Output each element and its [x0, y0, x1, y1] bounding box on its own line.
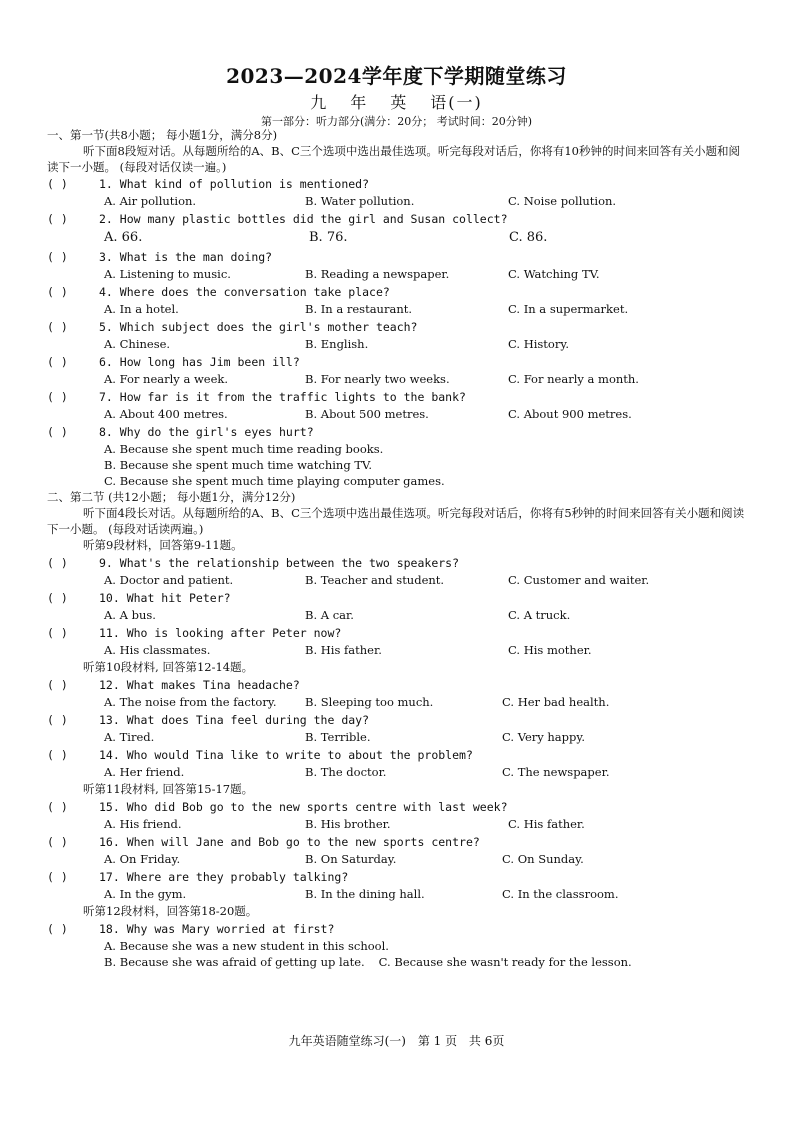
- option-c: C. His mother.: [508, 643, 592, 657]
- page-title: 2023—2024学年度下学期随堂练习: [226, 64, 567, 88]
- option-b: B. About 500 metres.: [305, 407, 429, 421]
- option-a: A. 66.: [104, 230, 143, 245]
- question-text: 9. What's the relationship between the two speakers?: [99, 556, 460, 570]
- option-c: C. Her bad health.: [502, 695, 610, 709]
- answer-bracket[interactable]: ( ): [47, 425, 68, 439]
- part-heading: 第一部分：听力部分(满分：20分； 考试时间：20分钟): [260, 115, 533, 128]
- question: [47, 746, 747, 764]
- question-text: 12. What makes Tina headache?: [99, 678, 300, 692]
- question-text: 7. How far is it from the traffic lights to the bank?: [99, 390, 466, 404]
- question-text: 16. When will Jane and Bob go to the new sports centre?: [99, 835, 480, 849]
- option-c: C. On Sunday.: [502, 852, 584, 866]
- question: [47, 388, 747, 406]
- option-b: B. His brother.: [305, 817, 391, 831]
- answer-bracket[interactable]: ( ): [47, 355, 68, 369]
- subtitle-char: (一): [448, 93, 483, 112]
- option-b: B. Water pollution.: [305, 194, 415, 208]
- question: [47, 833, 747, 851]
- option-a: A. A bus.: [104, 608, 156, 622]
- option-a: A. In a hotel.: [104, 302, 179, 316]
- subtitle-char: 九: [310, 93, 329, 112]
- question: [47, 868, 747, 886]
- question: [47, 711, 747, 729]
- option-b: B. 76.: [309, 230, 348, 245]
- option-b: B. The doctor.: [305, 765, 387, 779]
- question: [47, 423, 747, 441]
- option-b: B. In the dining hall.: [305, 887, 425, 901]
- section-heading: 二、第二节 (共12小题； 每小题1分，满分12分): [47, 490, 296, 504]
- answer-bracket[interactable]: ( ): [47, 870, 68, 884]
- answer-bracket[interactable]: ( ): [47, 922, 68, 936]
- question: [47, 210, 747, 228]
- option-a: A. Because she spent much time reading books.: [104, 442, 384, 456]
- options-row: [47, 642, 747, 659]
- answer-bracket[interactable]: ( ): [47, 835, 68, 849]
- material-note: 听第11段材料, 回答第15-17题。: [83, 782, 254, 796]
- options-row: [47, 851, 747, 868]
- option-a: A. On Friday.: [104, 852, 181, 866]
- question-text: 5. Which subject does the girl's mother teach?: [99, 320, 418, 334]
- option-a: A. About 400 metres.: [104, 407, 228, 421]
- option-b: B. Terrible.: [305, 730, 371, 744]
- section-heading: 一、第一节(共8小题； 每小题1分，满分8分): [47, 128, 278, 142]
- option-c: C. Noise pollution.: [508, 194, 617, 208]
- option-b: B. A car.: [305, 608, 354, 622]
- exam-content: [47, 127, 747, 970]
- question: [47, 283, 747, 301]
- options-row: [47, 266, 747, 283]
- option-c: C. History.: [508, 337, 569, 351]
- question-text: 8. Why do the girl's eyes hurt?: [99, 425, 314, 439]
- answer-bracket[interactable]: ( ): [47, 250, 68, 264]
- question-text: 1. What kind of pollution is mentioned?: [99, 177, 370, 191]
- question: [47, 175, 747, 193]
- subtitle-char: 语: [430, 93, 449, 112]
- option-a: A. His classmates.: [104, 643, 211, 657]
- page-footer: [0, 1032, 793, 1049]
- question-text: 3. What is the man doing?: [99, 250, 273, 264]
- question-text: 13. What does Tina feel during the day?: [99, 713, 370, 727]
- option-c: C. A truck.: [508, 608, 571, 622]
- answer-bracket[interactable]: ( ): [47, 390, 68, 404]
- option-a: A. Air pollution.: [104, 194, 197, 208]
- option-a: A. In the gym.: [104, 887, 187, 901]
- material-note: 听第10段材料, 回答第12-14题。: [83, 660, 254, 674]
- question-text: 2. How many plastic bottles did the girl and Susan collect?: [99, 212, 508, 226]
- options-row: [47, 816, 747, 833]
- answer-bracket[interactable]: ( ): [47, 713, 68, 727]
- answer-bracket[interactable]: ( ): [47, 800, 68, 814]
- options-row: [47, 572, 747, 589]
- options-row: [47, 694, 747, 711]
- question: [47, 798, 747, 816]
- option-a: A. The noise from the factory.: [104, 695, 277, 709]
- answer-bracket[interactable]: ( ): [47, 591, 68, 605]
- page-subtitle: [0, 90, 793, 113]
- options-row: [47, 886, 747, 903]
- option-a: A. For nearly a week.: [104, 372, 229, 386]
- answer-bracket[interactable]: ( ): [47, 212, 68, 226]
- material-note: 听第9段材料，回答第9-11题。: [83, 538, 243, 552]
- answer-bracket[interactable]: ( ): [47, 285, 68, 299]
- options-row: [47, 228, 747, 248]
- question: [47, 624, 747, 642]
- question-text: 17. Where are they probably talking?: [99, 870, 349, 884]
- question-text: 18. Why was Mary worried at first?: [99, 922, 335, 936]
- options-row: [47, 371, 747, 388]
- option-a: A. His friend.: [104, 817, 182, 831]
- option-b: B. Reading a newspaper.: [305, 267, 450, 281]
- answer-bracket[interactable]: ( ): [47, 678, 68, 692]
- option-a: A. Doctor and patient.: [104, 573, 234, 587]
- answer-bracket[interactable]: ( ): [47, 556, 68, 570]
- footer-page-number: 第 1 页: [417, 1034, 458, 1048]
- answer-bracket[interactable]: ( ): [47, 748, 68, 762]
- question-text: 6. How long has Jim been ill?: [99, 355, 300, 369]
- option-c: C. In the classroom.: [502, 887, 619, 901]
- subtitle-char: 年: [350, 93, 369, 112]
- option-a: A. Her friend.: [104, 765, 185, 779]
- footer-course: 九年英语随堂练习(一): [288, 1034, 406, 1048]
- section-instruction: 听下面4段长对话。从每题所给的A、B、C三个选项中选出最佳选项。听完每段对话后，你将有5秒钟的时间来回答有关小题和阅读下一小题。 (每段对话读两遍。): [47, 506, 745, 536]
- options-row: [47, 607, 747, 624]
- option-b: B. His father.: [305, 643, 382, 657]
- question: [47, 248, 747, 266]
- question-text: 10. What hit Peter?: [99, 591, 231, 605]
- option-c: C. Because she spent much time playing computer games.: [104, 474, 445, 488]
- option-c: C. For nearly a month.: [508, 372, 639, 386]
- options-row: [47, 193, 747, 210]
- option-b: B. Teacher and student.: [305, 573, 445, 587]
- question-text: 4. Where does the conversation take place?: [99, 285, 390, 299]
- option-a: A. Because she was a new student in this school.: [104, 939, 389, 953]
- option-c: C. Watching TV.: [508, 267, 600, 281]
- option-b: B. For nearly two weeks.: [305, 372, 450, 386]
- question: [47, 353, 747, 371]
- question-text: 14. Who would Tina like to write to about the problem?: [99, 748, 473, 762]
- question: [47, 676, 747, 694]
- answer-bracket[interactable]: ( ): [47, 626, 68, 640]
- answer-bracket[interactable]: ( ): [47, 177, 68, 191]
- option-c: C. In a supermarket.: [508, 302, 629, 316]
- section-instruction: 听下面8段短对话。从每题所给的A、B、C三个选项中选出最佳选项。听完每段对话后，你将有10秒钟的时间来回答有关小题和阅读下一小题。 (每段对话仅读一遍。): [47, 144, 740, 174]
- option-c: C. Very happy.: [502, 730, 586, 744]
- option-c: C. About 900 metres.: [508, 407, 632, 421]
- question: [47, 589, 747, 607]
- question: [47, 318, 747, 336]
- options-row: [47, 301, 747, 318]
- options-row: [47, 954, 747, 970]
- subtitle-char: 英: [390, 93, 409, 112]
- option-b: B. Because she was afraid of getting up late.: [104, 955, 365, 969]
- options-row: [47, 764, 747, 781]
- option-c: C. His father.: [508, 817, 585, 831]
- option-a: A. Chinese.: [104, 337, 171, 351]
- option-b: B. In a restaurant.: [305, 302, 413, 316]
- question-text: 15. Who did Bob go to the new sports centre with last week?: [99, 800, 508, 814]
- options-row: [47, 729, 747, 746]
- option-b: B. On Saturday.: [305, 852, 397, 866]
- answer-bracket[interactable]: ( ): [47, 320, 68, 334]
- options-row: [47, 406, 747, 423]
- option-a: A. Listening to music.: [104, 267, 231, 281]
- option-a: A. Tired.: [104, 730, 155, 744]
- footer-total-pages: 共 6页: [468, 1034, 505, 1048]
- option-c: C. 86.: [509, 230, 548, 245]
- question: [47, 554, 747, 572]
- material-note: 听第12段材料，回答第18-20题。: [83, 904, 258, 918]
- option-c: C. Customer and waiter.: [508, 573, 650, 587]
- option-c: C. Because she wasn't ready for the lesson.: [378, 955, 632, 969]
- option-b: B. Because she spent much time watching TV.: [104, 458, 372, 472]
- question-text: 11. Who is looking after Peter now?: [99, 626, 342, 640]
- option-b: B. English.: [305, 337, 369, 351]
- option-b: B. Sleeping too much.: [305, 695, 434, 709]
- option-c: C. The newspaper.: [502, 765, 610, 779]
- question: [47, 920, 747, 938]
- options-row: [47, 336, 747, 353]
